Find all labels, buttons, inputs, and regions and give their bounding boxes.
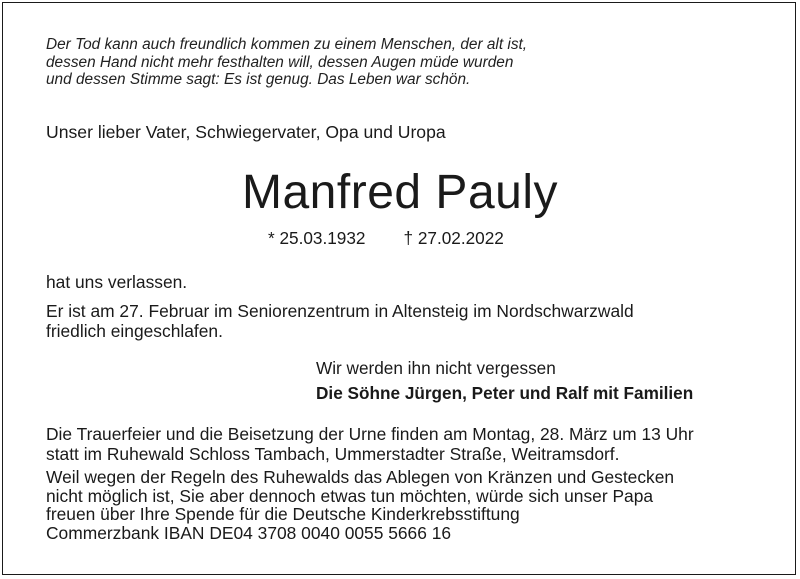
- funeral-info: [46, 424, 694, 464]
- deceased-name: Manfred Pauly: [242, 166, 558, 219]
- poem-line: Der Tod kann auch freundlich kommen zu einem Menschen, der alt ist,: [46, 36, 528, 53]
- life-dates: [268, 228, 504, 248]
- announcement-details: [46, 301, 634, 341]
- poem-quote: [46, 36, 527, 89]
- intro-line: Unser lieber Vater, Schwiegervater, Opa und Uropa: [46, 122, 446, 142]
- funeral-line: Die Trauerfeier und die Beisetzung der Urne finden am Montag, 28. März um 13 Uhr: [46, 424, 694, 444]
- announcement-line: hat uns verlassen.: [46, 272, 188, 292]
- detail-line: friedlich eingeschlafen.: [46, 321, 223, 341]
- poem-line: dessen Hand nicht mehr festhalten will, dessen Augen müde wurden: [46, 53, 514, 71]
- bank-details: Commerzbank IBAN DE04 3708 0040 0055 5666 16: [46, 522, 452, 543]
- birth-date: * 25.03.1932: [268, 228, 366, 248]
- signature-block: [316, 358, 693, 403]
- detail-line: Er ist am 27. Februar im Seniorenzentrum in Altensteig im Nordschwarzwald: [46, 301, 634, 321]
- signers-line: Die Söhne Jürgen, Peter und Ralf mit Familien: [316, 383, 694, 403]
- funeral-line: statt im Ruhewald Schloss Tambach, Ummerstadter Straße, Weitramsdorf.: [46, 444, 620, 464]
- remembrance-line: Wir werden ihn nicht vergessen: [316, 358, 556, 378]
- donation-line: nicht möglich ist, Sie aber dennoch etwas tun möchten, würde sich unser Papa: [46, 485, 654, 506]
- death-date: † 27.02.2022: [403, 228, 504, 248]
- donation-info: [46, 468, 674, 542]
- poem-line: und dessen Stimme sagt: Es ist genug. Das Leben war schön.: [46, 71, 471, 88]
- donation-line: freuen über Ihre Spende für die Deutsche Kinderkrebsstiftung: [46, 504, 520, 525]
- donation-line: Weil wegen der Regeln des Ruhewalds das Ablegen von Kränzen und Gestecken: [46, 467, 675, 487]
